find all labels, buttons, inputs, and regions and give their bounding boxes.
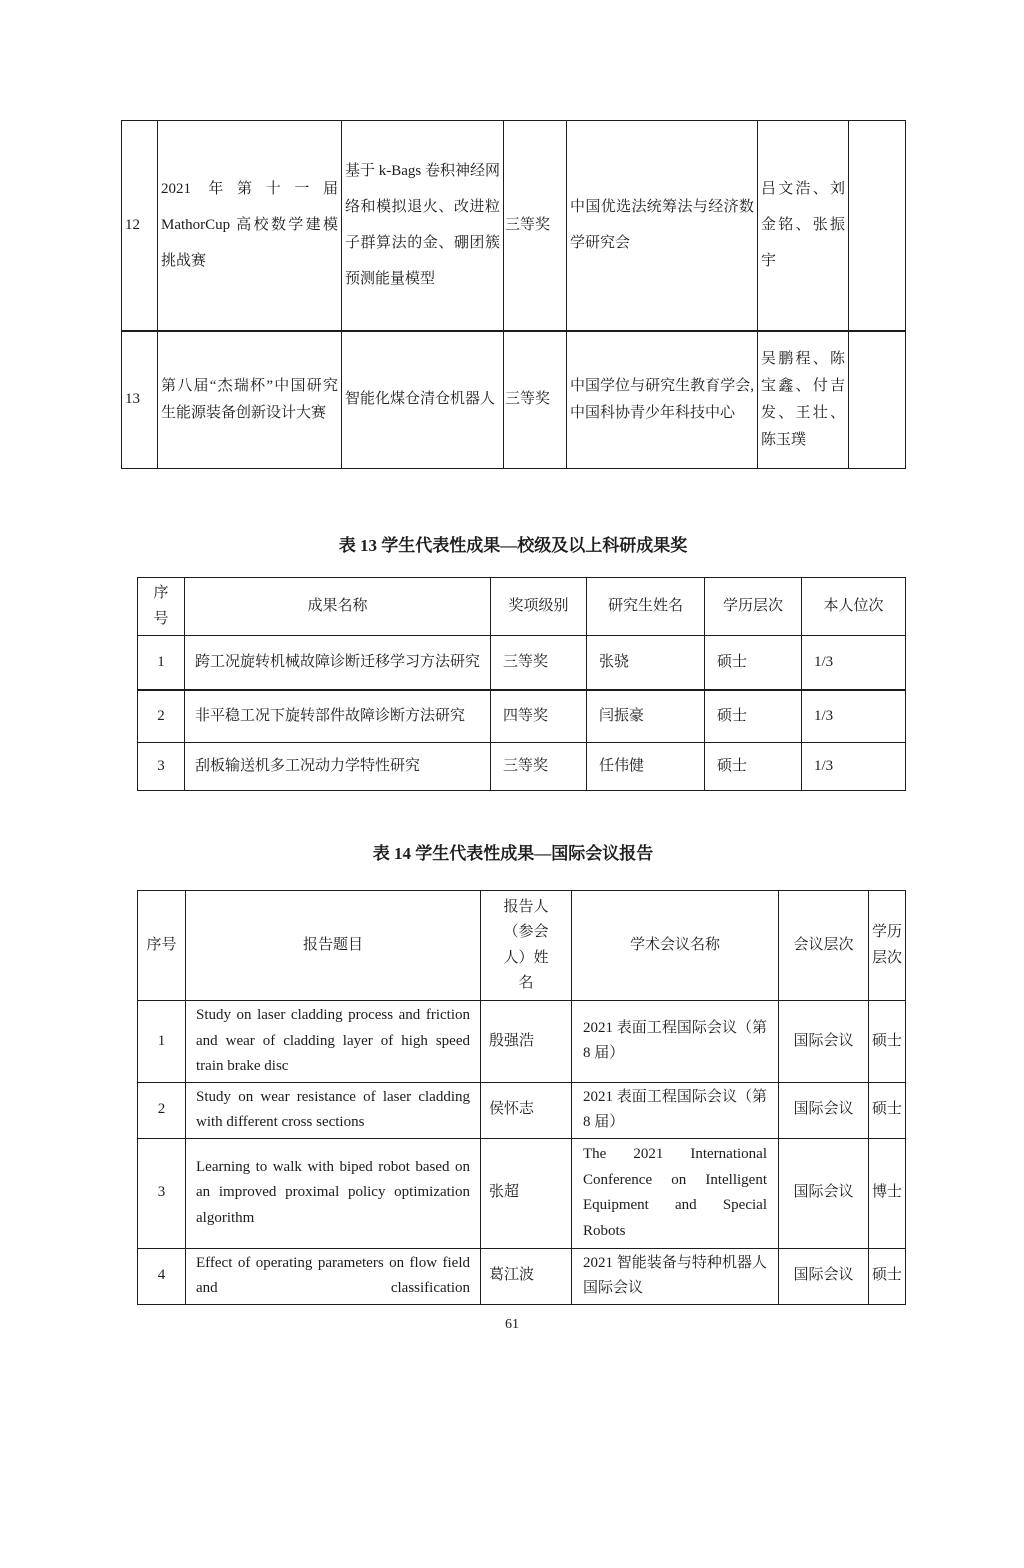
report-title-cell: Learning to walk with biped robot based on an improved proximal policy optimization algorithm <box>186 1138 481 1248</box>
degree-cell: 硕士 <box>705 743 802 791</box>
header-report-title: 报告题目 <box>186 891 481 1001</box>
organizer-cell: 中国学位与研究生教育学会,中国科协青少年科技中心 <box>567 331 758 469</box>
header-degree-level: 学历层次 <box>869 891 906 1001</box>
award-level-cell: 三等奖 <box>504 331 567 469</box>
degree-cell: 硕士 <box>705 690 802 743</box>
header-personal-rank: 本人位次 <box>802 578 906 636</box>
seq-cell: 1 <box>138 1001 186 1083</box>
award-cell: 三等奖 <box>491 743 587 791</box>
header-achievement-name: 成果名称 <box>185 578 491 636</box>
header-degree-level: 学历层次 <box>705 578 802 636</box>
blank-cell <box>849 331 906 469</box>
presenter-cell: 葛江波 <box>481 1248 572 1304</box>
conference-cell: 2021 智能装备与特种机器人国际会议 <box>572 1248 779 1304</box>
table14-title: 表 14 学生代表性成果—国际会议报告 <box>372 844 654 863</box>
conference-cell: The 2021 International Conference on Intelligent Equipment and Special Robots <box>572 1138 779 1248</box>
conference-cell: 2021 表面工程国际会议（第 8 届） <box>572 1082 779 1138</box>
table14-header-row <box>138 891 906 1001</box>
table-row <box>138 1138 906 1248</box>
seq-cell: 3 <box>138 743 185 791</box>
achievement-name-cell: 跨工况旋转机械故障诊断迁移学习方法研究 <box>185 636 491 690</box>
presenter-cell: 侯怀志 <box>481 1082 572 1138</box>
row-number-cell: 13 <box>122 331 158 469</box>
conference-level-cell: 国际会议 <box>779 1248 869 1304</box>
awards-table-continued <box>121 120 906 469</box>
header-conference-level: 会议层次 <box>779 891 869 1001</box>
table13-header-row <box>138 578 906 636</box>
report-title-cell: Study on wear resistance of laser cladding with different cross sections <box>186 1082 481 1138</box>
seq-cell: 4 <box>138 1248 186 1304</box>
header-student-name: 研究生姓名 <box>587 578 705 636</box>
header-award-level: 奖项级别 <box>491 578 587 636</box>
table-row <box>138 743 906 791</box>
table-row <box>122 121 906 331</box>
header-seq: 序号 <box>138 891 186 1001</box>
table14-conference-reports <box>137 890 906 1305</box>
award-cell: 三等奖 <box>491 636 587 690</box>
student-name-cell: 张骁 <box>587 636 705 690</box>
conference-level-cell: 国际会议 <box>779 1082 869 1138</box>
seq-cell: 1 <box>138 636 185 690</box>
rank-cell: 1/3 <box>802 690 906 743</box>
row-number-cell: 12 <box>122 121 158 331</box>
work-name-cell: 智能化煤仓清仓机器人 <box>342 331 504 469</box>
team-members-cell: 吴鹏程、陈宝鑫、付吉发、王壮、陈玉璞 <box>758 331 849 469</box>
seq-cell: 3 <box>138 1138 186 1248</box>
organizer-cell: 中国优选法统筹法与经济数学研究会 <box>567 121 758 331</box>
competition-name-cell: 第八届“杰瑞杯”中国研究生能源装备创新设计大赛 <box>158 331 342 469</box>
degree-cell: 硕士 <box>869 1001 906 1083</box>
table-row <box>138 1001 906 1083</box>
student-name-cell: 任伟健 <box>587 743 705 791</box>
report-title-cell: Study on laser cladding process and friction and wear of cladding layer of high speed train brake disc <box>186 1001 481 1083</box>
award-cell: 四等奖 <box>491 690 587 743</box>
table-row <box>138 690 906 743</box>
table-row <box>138 1082 906 1138</box>
header-presenter-name: 报告人（参会人）姓名 <box>481 891 572 1001</box>
team-members-cell: 吕文浩、刘金铭、张振宇 <box>758 121 849 331</box>
conference-level-cell: 国际会议 <box>779 1138 869 1248</box>
page-number: 61 <box>505 1316 519 1332</box>
table13-title: 表 13 学生代表性成果—校级及以上科研成果奖 <box>338 536 688 555</box>
work-name-cell: 基于 k-Bags 卷积神经网络和模拟退火、改进粒子群算法的金、硼团簇预测能量模型 <box>342 121 504 331</box>
degree-cell: 硕士 <box>869 1082 906 1138</box>
degree-cell: 硕士 <box>705 636 802 690</box>
presenter-cell: 张超 <box>481 1138 572 1248</box>
report-title-cell: Effect of operating parameters on flow field and classification <box>186 1248 481 1304</box>
degree-cell: 博士 <box>869 1138 906 1248</box>
degree-cell: 硕士 <box>869 1248 906 1304</box>
award-level-cell: 三等奖 <box>504 121 567 331</box>
seq-cell: 2 <box>138 690 185 743</box>
rank-cell: 1/3 <box>802 636 906 690</box>
header-seq: 序号 <box>138 578 185 636</box>
table-row <box>138 636 906 690</box>
student-name-cell: 闫振豪 <box>587 690 705 743</box>
presenter-cell: 殷强浩 <box>481 1001 572 1083</box>
blank-cell <box>849 121 906 331</box>
rank-cell: 1/3 <box>802 743 906 791</box>
achievement-name-cell: 刮板输送机多工况动力学特性研究 <box>185 743 491 791</box>
conference-cell: 2021 表面工程国际会议（第 8 届） <box>572 1001 779 1083</box>
table13-awards <box>137 577 906 791</box>
table-row <box>122 331 906 469</box>
seq-cell: 2 <box>138 1082 186 1138</box>
achievement-name-cell: 非平稳工况下旋转部件故障诊断方法研究 <box>185 690 491 743</box>
conference-level-cell: 国际会议 <box>779 1001 869 1083</box>
competition-name-cell: 2021 年第十一届 MathorCup 高校数学建模挑战赛 <box>158 121 342 331</box>
header-conference-name: 学术会议名称 <box>572 891 779 1001</box>
table-row <box>138 1248 906 1304</box>
